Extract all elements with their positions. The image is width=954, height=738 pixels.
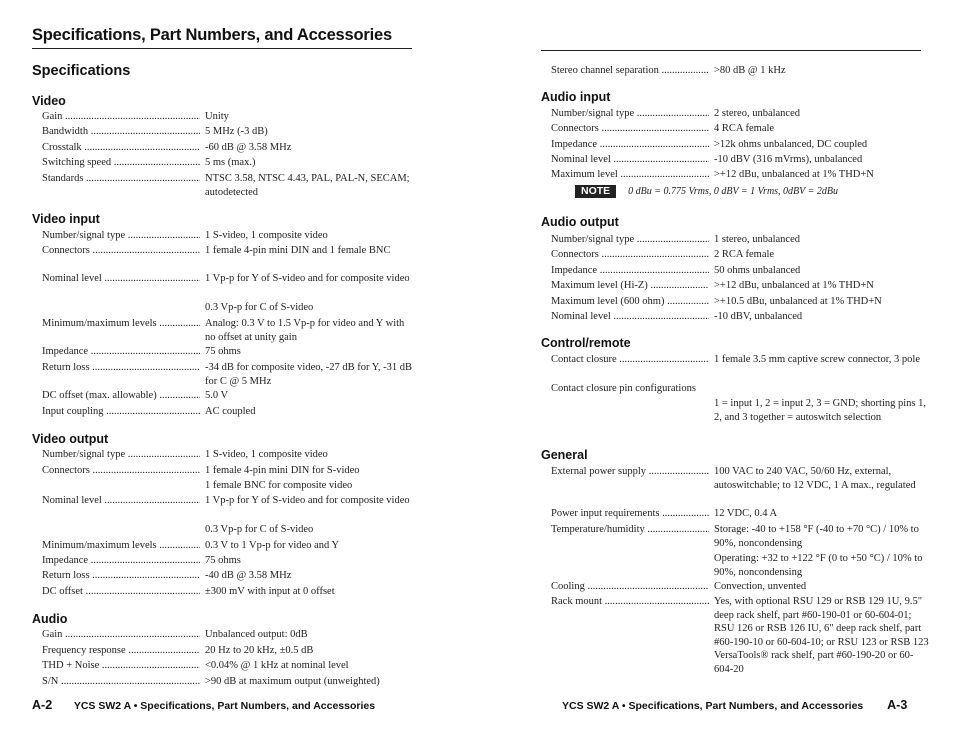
spec-label: Number/signal type ..... [42, 448, 200, 462]
spec-value: 5 MHz (-3 dB) [205, 126, 268, 137]
spec-label: Impedance ..... [42, 345, 200, 359]
spec-value: Convection, unvented [714, 581, 807, 592]
heading-control-remote: Control/remote [541, 336, 631, 350]
spec-value: -10 dBV, unbalanced [714, 311, 803, 322]
spec-label: Connectors ..... [42, 464, 200, 478]
spec-label: Contact closure ..... [551, 353, 709, 367]
spec-label: Number/signal type ..... [42, 229, 200, 243]
spec-label: Gain ..... [42, 628, 200, 642]
spec-label: Switching speed ..... [42, 156, 200, 170]
spec-value: >12k ohms unbalanced, DC coupled [714, 139, 868, 150]
spec-value: -34 dB for composite video, -27 dB for Y, -31 dB for C @ 5 MHz [205, 362, 413, 387]
spec-label: Stereo channel separation ..... [551, 64, 709, 78]
spec-value: 5.0 V [205, 390, 229, 401]
spec-label: Impedance ..... [551, 264, 709, 278]
spec-label: Return loss ..... [42, 361, 200, 375]
spec-value: >80 dB @ 1 kHz [714, 65, 786, 76]
spec-value: 100 VAC to 240 VAC, 50/60 Hz, external, autoswitchable; to 12 VDC, 1 A max., regulated [714, 466, 916, 491]
spec-label: Connectors ..... [551, 248, 709, 262]
spec-value: >+12 dBu, unbalanced at 1% THD+N [714, 280, 874, 291]
spec-value: Analog: 0.3 V to 1.5 Vp-p for video and Y with no offset at unity gain [205, 318, 405, 343]
footer-text-left: YCS SW2 A • Specifications, Part Numbers, and Accessories [73, 700, 376, 712]
spec-label: S/N ..... [42, 675, 200, 689]
spec-label: Connectors ..... [42, 244, 200, 258]
spec-value: Storage: -40 to +158 °F (-40 to +70 °C) / 10% to 90%, noncondensing [714, 524, 919, 549]
section-title-specifications: Specifications [32, 63, 131, 79]
spec-value: 4 RCA female [714, 123, 775, 134]
spec-label: Power input requirements ..... [551, 507, 709, 521]
footer-left [32, 698, 375, 712]
spec-label: Nominal level ..... [551, 153, 709, 167]
spec-label: Temperature/humidity ..... [551, 523, 709, 537]
spec-label: Nominal level ..... [42, 272, 200, 286]
spec-label: DC offset ..... [42, 585, 200, 599]
spec-value: 1 female BNC for composite video [205, 480, 353, 491]
top-rule [541, 50, 921, 51]
spec-label: Impedance ..... [551, 138, 709, 152]
spec-value: 1 stereo, unbalanced [714, 234, 801, 245]
spec-value: -10 dBV (316 mVrms), unbalanced [714, 154, 863, 165]
spec-label: Number/signal type ..... [551, 233, 709, 247]
heading-video-input: Video input [32, 212, 100, 226]
spec-value: NTSC 3.58, NTSC 4.43, PAL, PAL-N, SECAM; autodetected [205, 173, 410, 198]
spec-label: Nominal level ..... [551, 310, 709, 324]
right-page [541, 0, 929, 738]
spec-label: Nominal level ..... [42, 494, 200, 508]
spec-value: AC coupled [205, 406, 256, 417]
spec-value: 5 ms (max.) [205, 157, 256, 168]
spec-value: 2 stereo, unbalanced [714, 108, 801, 119]
heading-video: Video [32, 94, 66, 108]
spec-label: Rack mount ..... [551, 595, 709, 609]
spec-value: 75 ohms [205, 346, 241, 357]
spec-label: THD + Noise ..... [42, 659, 200, 673]
spec-label: Connectors ..... [551, 122, 709, 136]
footer-right [562, 698, 907, 712]
spec-label: Cooling ..... [551, 580, 709, 594]
heading-audio-output: Audio output [541, 215, 619, 229]
spec-label: Maximum level ..... [551, 168, 709, 182]
spec-value: 12 VDC, 0.4 A [714, 508, 778, 519]
spec-value: 1 S-video, 1 composite video [205, 230, 328, 241]
spec-value: 0.3 Vp-p for C of S-video [205, 524, 314, 535]
spec-value: 1 = input 1, 2 = input 2, 3 = GND; shorting pins 1, 2, and 3 together = autoswitch selection [714, 398, 927, 423]
spec-value: -40 dB @ 3.58 MHz [205, 570, 292, 581]
spec-label: Maximum level (600 ohm) ..... [551, 295, 709, 309]
spec-label: Number/signal type ..... [551, 107, 709, 121]
note [575, 185, 838, 198]
spec-label: Crosstalk ..... [42, 141, 200, 155]
spec-value: -60 dB @ 3.58 MHz [205, 142, 292, 153]
page-number-right: A-3 [887, 698, 908, 712]
spec-value: Operating: +32 to +122 °F (0 to +50 °C) / 10% to 90%, noncondensing [714, 553, 923, 578]
spec-value: 1 female 3.5 mm captive screw connector, 3 pole [714, 354, 921, 365]
spec-value: 1 Vp-p for Y of S-video and for composite video [205, 273, 410, 284]
footer-text-right: YCS SW2 A • Specifications, Part Numbers, and Accessories [562, 700, 864, 712]
spec-value: >+10.5 dBu, unbalanced at 1% THD+N [714, 296, 882, 307]
heading-audio-input: Audio input [541, 90, 611, 104]
spec-value: 1 female 4-pin mini DIN for S-video [205, 465, 360, 476]
spec-value: 2 RCA female [714, 249, 775, 260]
spec-label: Gain ..... [42, 110, 200, 124]
spec-value: 1 S-video, 1 composite video [205, 449, 328, 460]
spec-value: <0.04% @ 1 kHz at nominal level [205, 660, 349, 671]
spec-label: Frequency response ..... [42, 644, 200, 658]
spec-label: External power supply ..... [551, 465, 709, 479]
heading-general: General [541, 448, 588, 462]
spec-value: Unbalanced output: 0dB [205, 629, 308, 640]
spec-value: >90 dB at maximum output (unweighted) [205, 676, 380, 687]
spec-label: DC offset (max. allowable) ..... [42, 389, 200, 403]
spec-value: 1 Vp-p for Y of S-video and for composite video [205, 495, 410, 506]
spec-value: >+12 dBu, unbalanced at 1% THD+N [714, 169, 874, 180]
spec-value: 0.3 Vp-p for C of S-video [205, 302, 314, 313]
spec-label: Impedance ..... [42, 554, 200, 568]
page-title: Specifications, Part Numbers, and Accessories [32, 26, 412, 49]
page-number-left: A-2 [32, 698, 53, 712]
spec-value: 50 ohms unbalanced [714, 265, 801, 276]
heading-video-output: Video output [32, 432, 109, 446]
left-page [32, 0, 412, 738]
spec-value: 1 female 4-pin mini DIN and 1 female BNC [205, 245, 391, 256]
note-badge: NOTE [575, 185, 616, 198]
spec-value: Unity [205, 111, 229, 122]
note-text: 0 dBu = 0.775 Vrms, 0 dBV = 1 Vrms, 0dBV = 2dBu [628, 186, 838, 197]
spec-value: Yes, with optional RSU 129 or RSB 129 1U, 9.5" deep rack shelf, part #60-190-01 or 60-604-01; RSU 126 or RSB 126 IU, 6" deep rack shelf, part #60-190-10 or 60-604-10; or RSU 123 or RSB 123 VersaTools® rack shelf, part #60-190-20 or 60-604-20 [714, 596, 929, 675]
spec-value: 0.3 V to 1 Vp-p for video and Y [205, 540, 340, 551]
spec-label: Input coupling ..... [42, 405, 200, 419]
spec-value: ±300 mV with input at 0 offset [205, 586, 335, 597]
spec-label: Bandwidth ..... [42, 125, 200, 139]
spec-label: Return loss ..... [42, 569, 200, 583]
spec-label: Minimum/maximum levels ..... [42, 539, 200, 553]
spec-label: Maximum level (Hi-Z) ..... [551, 279, 709, 293]
spec-label: Minimum/maximum levels ..... [42, 317, 200, 331]
spec-value: 75 ohms [205, 555, 241, 566]
spec-label: Contact closure pin configurations [551, 383, 696, 394]
spec-value: 20 Hz to 20 kHz, ±0.5 dB [205, 645, 314, 656]
heading-audio: Audio [32, 612, 68, 626]
spec-label: Standards ..... [42, 172, 200, 186]
